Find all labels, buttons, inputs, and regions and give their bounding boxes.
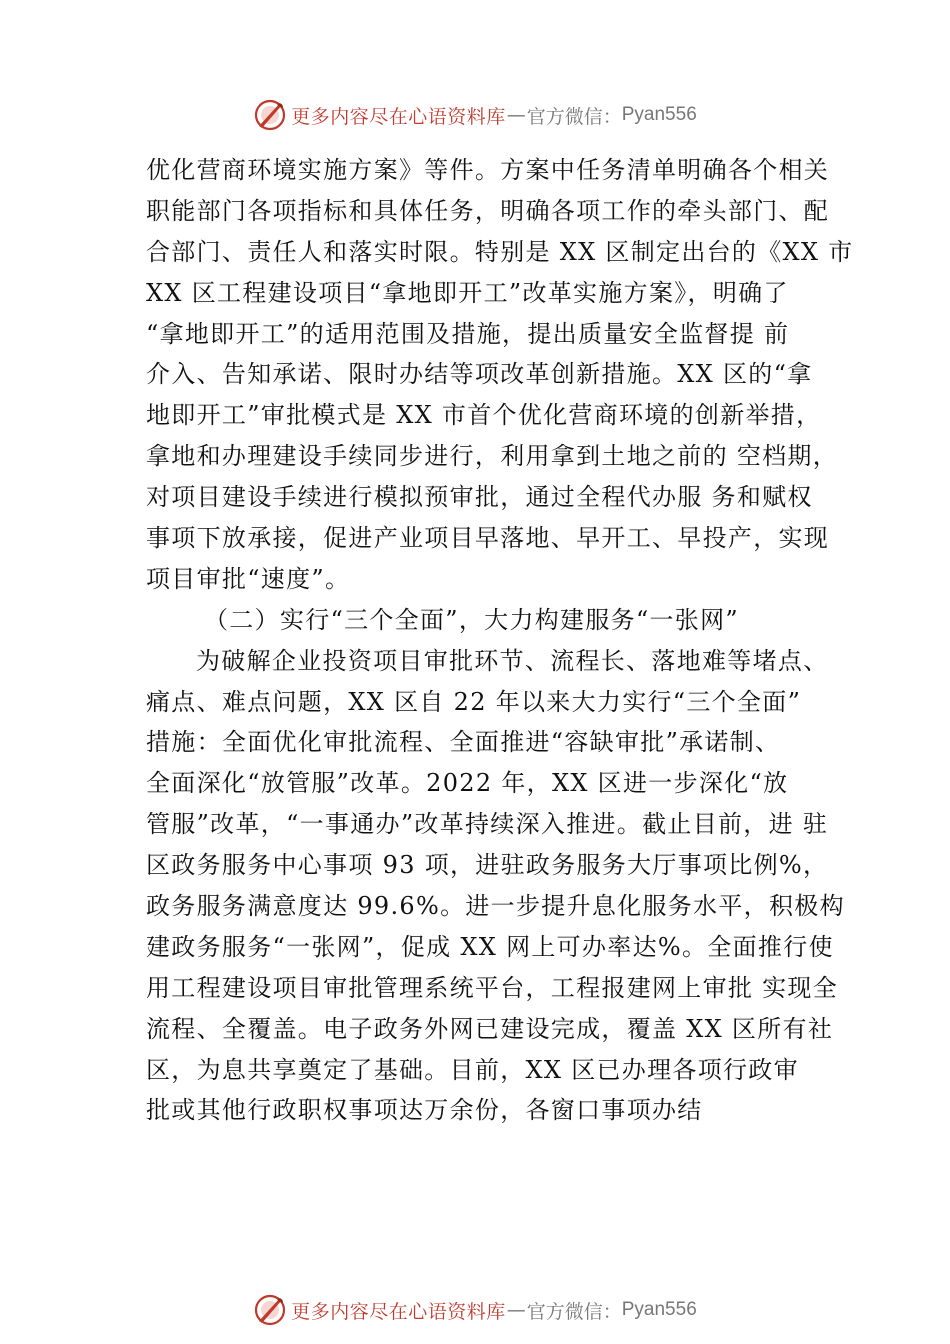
paragraph-line: 区政务服务中心事项 93 项，进驻政务服务大厅事项比例%， — [146, 851, 829, 880]
paragraph-line: 对项目建设手续进行模拟预审批，通过全程代办服 务和赋权 — [146, 483, 813, 512]
watermark-brand: 更多内容尽在心语资料库 — [291, 105, 506, 128]
watermark-wechat-label: 官方微信： — [526, 1300, 622, 1323]
watermark-handle: Pyan556 — [621, 104, 697, 125]
document-body — [146, 150, 854, 1131]
quill-pen-seal-icon — [253, 1293, 287, 1327]
paragraph-line: 措施：全面优化审批流程、全面推进“容缺审批”承诺制、 — [146, 728, 781, 757]
paragraph-line: 职能部门各项指标和具体任务，明确各项工作的牵头部门、配 — [146, 196, 830, 225]
paragraph-line: 流程、全覆盖。电子政务外网已建设完成，覆盖 XX 区所有社 — [146, 1014, 834, 1043]
paragraph-line: 介入、告知承诺、限时办结等项改革创新措施。XX 区的“拿 — [146, 360, 813, 389]
footer-watermark — [0, 1290, 950, 1330]
paragraph-line: 合部门、责任人和落实时限。特别是 XX 区制定出台的《XX 市 — [146, 237, 854, 266]
watermark-brand: 更多内容尽在心语资料库 — [291, 1300, 506, 1323]
watermark-separator: — — [506, 104, 526, 126]
paragraph-line: 用工程建设项目审批管理系统平台，工程报建网上审批 实现全 — [146, 973, 839, 1002]
watermark-wechat-label: 官方微信： — [526, 105, 622, 128]
watermark-separator: — — [506, 1299, 526, 1321]
paragraph-line: 批或其他行政职权事项达万余份，各窗口事项办结 — [146, 1096, 703, 1125]
paragraph-line: 痛点、难点问题，XX 区自 22 年以来大力实行“三个全面” — [146, 687, 802, 716]
watermark-handle: Pyan556 — [621, 1299, 697, 1320]
paragraph-line: 优化营商环境实施方案》等件。方案中任务清单明确各个相关 — [146, 156, 830, 184]
paragraph-line: 政务服务满意度达 99.6%。进一步提升息化服务水平，积极构 — [146, 892, 845, 921]
paragraph-line: 全面深化“放管服”改革。2022 年，XX 区进一步深化“放 — [146, 769, 789, 798]
paragraph-line: “拿地即开工”的适用范围及措施，提出质量安全监督提 前 — [146, 319, 790, 348]
paragraph-line: 项目审批“速度”。 — [146, 564, 351, 593]
paragraph-line: 事项下放承接，促进产业项目早落地、早开工、早投产，实现 — [146, 524, 830, 553]
header-watermark — [0, 95, 950, 135]
paragraph-line: 地即开工”审批模式是 XX 市首个优化营商环境的创新举措， — [146, 401, 822, 430]
paragraph-line: 建政务服务“一张网”，促成 XX 网上可办率达%。全面推行使 — [146, 932, 834, 961]
paragraph-line: 为破解企业投资项目审批环节、流程长、落地难等堵点、 — [196, 646, 829, 675]
quill-pen-seal-icon — [253, 98, 287, 132]
paragraph-line: 拿地和办理建设手续同步进行，利用拿到土地之前的 空档期， — [146, 442, 839, 471]
section-heading: （二）实行“三个全面”，大力构建服务“一张网” — [204, 605, 739, 634]
paragraph-line: XX 区工程建设项目“拿地即开工”改革实施方案》，明确了 — [146, 278, 789, 307]
paragraph-line: 区，为息共享奠定了基础。目前，XX 区已办理各项行政审 — [146, 1055, 799, 1084]
paragraph-line: 管服”改革，“一事通办”改革持续深入推进。截止目前，进 驻 — [146, 810, 829, 839]
